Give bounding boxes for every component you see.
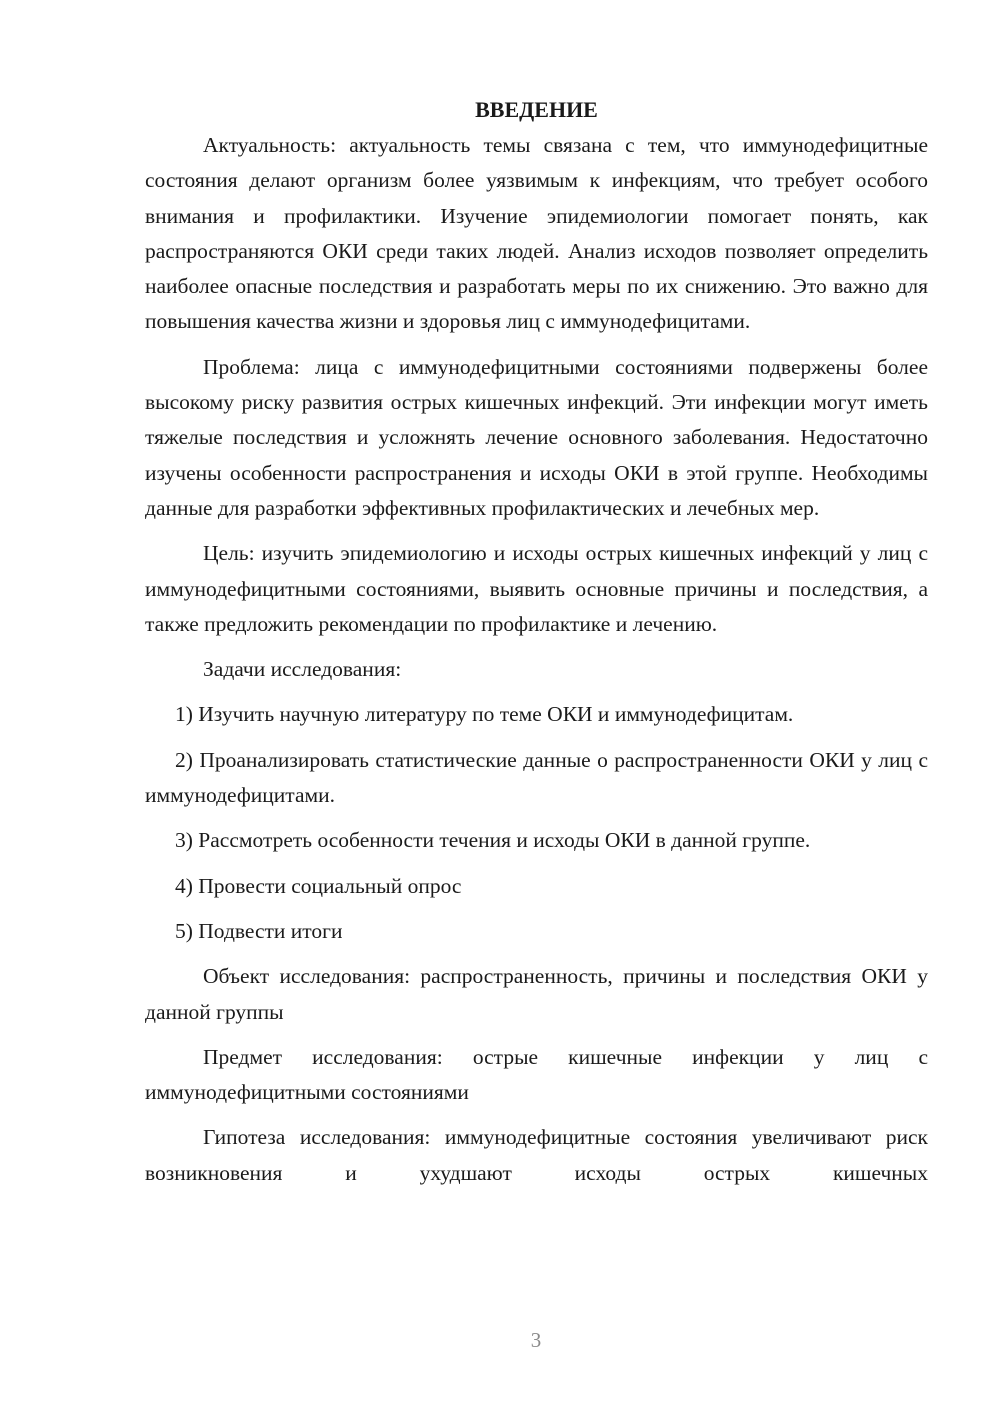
hypothesis-paragraph: Гипотеза исследования: иммунодефицитные состояния увеличивают риск возникновения и ухудшают исходы острых кишечных	[145, 1125, 928, 1185]
task-item-5: 5) Подвести итоги	[175, 918, 343, 943]
task-item-3: 3) Рассмотреть особенности течения и исходы ОКИ в данной группе.	[175, 828, 811, 853]
page-number: 3	[530, 1328, 542, 1352]
tasks-title: Задачи исследования:	[203, 657, 402, 682]
page-content	[145, 92, 928, 1201]
subject-paragraph: Предмет исследования: острые кишечные инфекции у лиц с иммунодефицитными состояниями	[145, 1044, 928, 1105]
relevance-paragraph: Актуальность: актуальность темы связана с тем, что иммунодефицитные состояния делают организм более уязвимым к инфекциям, что требует особого внимания и профилактики. Изучение эпидемиологии помогает понять, как распространяются ОКИ среди таких людей. Анализ исходов позволяет определить наиболее опасные последствия и разработать меры по их снижению. Это важно для повышения качества жизни и здоровья лиц с иммунодефицитами.	[145, 133, 928, 334]
problem-paragraph: Проблема: лица с иммунодефицитными состояниями подвержены более высокому риску развития острых кишечных инфекций. Эти инфекции могут иметь тяжелые последствия и усложнять лечение основного заболевания. Недостаточно изучены особенности распространения и исходы ОКИ в этой группе. Необходимы данные для разработки эффективных профилактических и лечебных мер.	[145, 354, 928, 520]
object-paragraph: Объект исследования: распространенность, причины и последствия ОКИ у данной группы	[145, 964, 928, 1024]
task-item-2: 2) Проанализировать статистические данные о распространенности ОКИ у лиц с иммунодефицитами.	[145, 747, 928, 808]
goal-paragraph: Цель: изучить эпидемиологию и исходы острых кишечных инфекций у лиц с иммунодефицитными состояниями, выявить основные причины и последствия, а также предложить рекомендации по профилактике и лечению.	[145, 541, 928, 636]
section-heading: ВВЕДЕНИЕ	[475, 97, 598, 122]
task-item-4: 4) Провести социальный опрос	[175, 873, 462, 898]
task-item-1: 1) Изучить научную литературу по теме ОКИ и иммунодефицитам.	[175, 702, 794, 727]
